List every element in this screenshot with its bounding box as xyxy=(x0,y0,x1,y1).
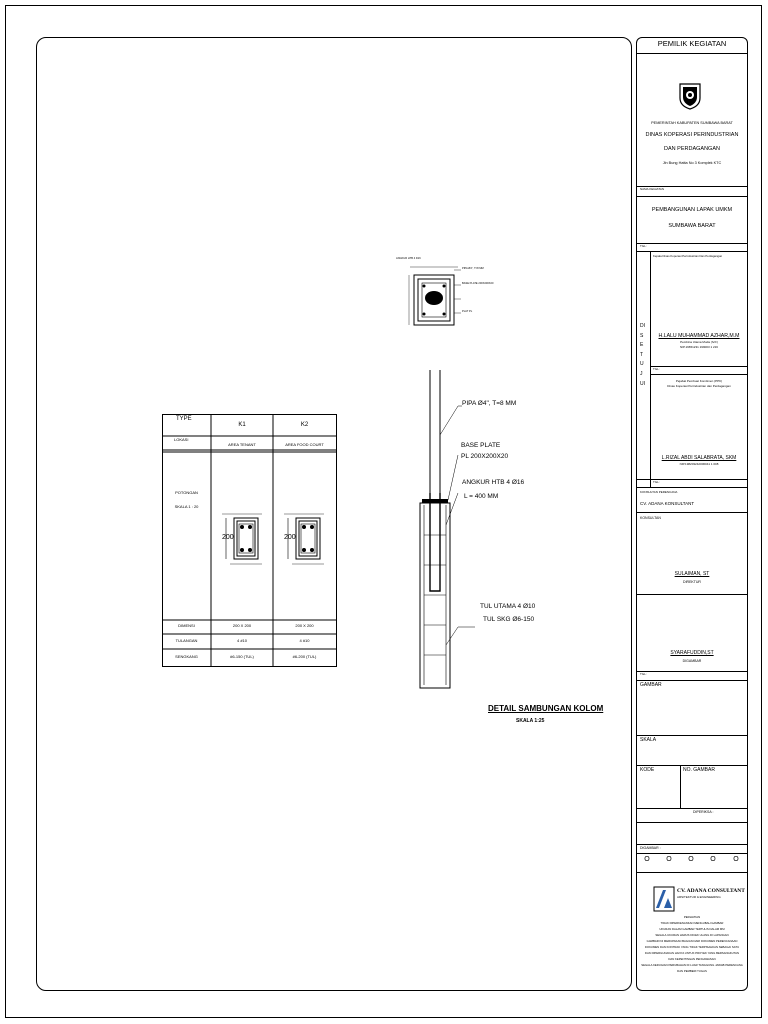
divider xyxy=(636,251,748,252)
revision-circle: O xyxy=(644,856,650,863)
label-length: L = 400 MM xyxy=(464,493,499,500)
gov-line: PEMERINTAH KABUPATEN SUMBAWA BARAT xyxy=(651,121,733,125)
divider xyxy=(650,366,748,367)
type-k1: K1 xyxy=(238,422,246,428)
row-value: #6-200 (TUL) xyxy=(292,654,317,659)
note-line: SEGALA KERUGIAN PERUBAHAN DI LUAR TANGGUNG JAWAB PERENCANA xyxy=(641,963,743,967)
dept-line-1: DINAS KOPERASI PERINDUSTRIAN xyxy=(645,132,739,138)
person1-name: SULAIMAN, ST xyxy=(674,571,710,577)
divider xyxy=(636,196,748,197)
column-table-lines xyxy=(162,414,337,668)
revision-circle: O xyxy=(688,856,694,863)
lokasi-label: LOKASI xyxy=(174,437,189,442)
type-label: TYPE xyxy=(176,416,192,422)
note-line: TIDAK DIPERKENANKAN MENGUBAH GAMBAR xyxy=(660,921,724,925)
detail-scale: SKALA 1:25 xyxy=(516,718,545,724)
divider xyxy=(636,844,748,845)
row-value: 4 #10 xyxy=(299,638,310,643)
divider xyxy=(636,680,748,681)
person2-role: DIGAMBAR xyxy=(682,659,702,663)
regency-emblem-icon xyxy=(677,82,703,110)
ttd-label: TGL: xyxy=(653,480,660,484)
potongan-scale: SKALA 1 : 20 xyxy=(174,504,199,509)
approver2-role-2: Dinas Koperasi Perindustrian dan Perdagangan xyxy=(667,384,731,388)
ttd-label: TGL: xyxy=(640,672,647,676)
label-base-plate: BASE PLATE xyxy=(461,442,501,449)
note-line: DAN KEPENTINGAN PENGAWASAN xyxy=(668,957,716,961)
kode-label: KODE xyxy=(640,767,655,773)
company-name: CV. ADANA CONSULTANT xyxy=(677,888,745,894)
label-pipa: PIPA Ø4", T=8 MM xyxy=(462,400,517,407)
row-label-tulangan: TULANGAN xyxy=(175,638,198,643)
activity-line-1: PEMBANGUNAN LAPAK UMKM xyxy=(651,207,733,213)
divider xyxy=(680,765,681,808)
approver2-role-1: Pejabat Pembuat Komitmen (PPK) xyxy=(675,379,723,383)
note-line: GAMBAR INI MERUPAKAN BAGIAN DARI DOKUMEN PERENCANAAN xyxy=(646,939,738,943)
divider xyxy=(636,765,748,766)
label-plate-size: PL 200X200X20 xyxy=(461,453,509,460)
dept-line-2: DAN PERDAGANGAN xyxy=(664,146,720,152)
divider xyxy=(650,251,651,487)
note-line: UKURAN DALAM GAMBAR TERTULIS DALAM MM xyxy=(659,927,725,931)
divider xyxy=(650,374,748,375)
divider xyxy=(636,853,748,854)
approver2-name: L.RIZAL ABDI SALABRATA, SKM xyxy=(661,455,737,461)
planner-label: KONSULTAN PERENCANA xyxy=(640,490,678,494)
row-value: #6-150 (TUL) xyxy=(230,654,254,659)
plan-label: BASE PLATE 200X200X20 xyxy=(462,282,494,285)
disetujui-vertical: DISETUJUI xyxy=(640,323,645,387)
dept-address: Jln Bung Hatta No 3 Komplek KTC xyxy=(662,161,722,165)
consultant-label: KONSULTAN xyxy=(640,516,661,520)
divider xyxy=(636,487,748,488)
base-plate-plan-drawing xyxy=(395,255,505,335)
plan-label: ANGKUR HTB 4 D16 xyxy=(396,257,421,260)
plan-label: PIPA Ø4", T=8 MM xyxy=(462,267,484,270)
approver1-name: H.LALU MUHAMMAD AZHAR,M.M xyxy=(658,333,740,339)
skala-label: SKALA xyxy=(640,737,657,743)
notes-title: PERHATIAN xyxy=(683,915,701,919)
activity-label: NAMA KEGIATAN xyxy=(640,187,665,191)
divider xyxy=(636,822,748,823)
row-label-dimensi: DIMENSI xyxy=(178,623,195,628)
approver2-nip: NIP.198203242006041 1 008 xyxy=(679,462,719,466)
note-line: DAN DIPERGUNAKAN HANYA UNTUK PROYEK YANG BERSANGKUTAN xyxy=(644,951,740,955)
label-tul-utama: TUL UTAMA 4 Ø10 xyxy=(480,603,536,610)
revision-circle: O xyxy=(710,856,716,863)
row-value: 200 X 200 xyxy=(295,623,314,628)
column-joint-drawing xyxy=(400,365,600,695)
label-angkur: ANGKUR HTB 4 Ø16 xyxy=(462,479,525,486)
person1-role: DIREKTUR xyxy=(683,580,701,584)
company-logo-icon xyxy=(653,886,675,912)
company-sub: ARSITEKTUR & ENGINEERING xyxy=(677,895,721,899)
lokasi-k2: AREA FOOD COURT xyxy=(285,442,324,447)
owner-header: PEMILIK KEGIATAN xyxy=(657,39,727,48)
approver1-nip: NIP.19651231 199003 1 216 xyxy=(680,345,718,349)
gambar-label: GAMBAR xyxy=(640,682,662,688)
divider xyxy=(636,243,748,244)
detail-title: DETAIL SAMBUNGAN KOLOM xyxy=(488,704,604,713)
revision-circle: O xyxy=(666,856,672,863)
potongan-label: POTONGAN xyxy=(175,490,198,495)
label-tul-skg: TUL SKG Ø6-150 xyxy=(483,616,535,623)
ttd-label: TGL: xyxy=(640,244,647,248)
activity-line-2: SUMBAWA BARAT xyxy=(668,223,716,229)
approver1-role: Kepala Dinas Koperasi Perindustrian Dan Perdagangan xyxy=(653,254,723,258)
dim-k2: 200 xyxy=(284,534,296,541)
note-line: SEGALA UKURAN HARUS DICEK ULANG DI LAPANGAN xyxy=(655,933,729,937)
ttd-label: TGL: xyxy=(653,367,660,371)
row-label-sengkang: SENGKANG xyxy=(175,654,198,659)
no-gambar-label: NO. GAMBAR xyxy=(683,767,715,773)
type-k2: K2 xyxy=(300,422,309,428)
plan-label: PLAT PL xyxy=(462,310,473,313)
person2-name: SYARAFUDDIN,ST xyxy=(670,650,714,656)
planner-name: CV. ADANA KONSULTANT xyxy=(640,501,695,506)
row-value: 4 #10 xyxy=(236,638,247,643)
note-line: DOKUMEN DAN KONTRAK YANG TIDAK TERPISAHKAN SEBAGAI SATU xyxy=(644,945,740,949)
revision-circle: O xyxy=(733,856,739,863)
divider xyxy=(636,53,748,54)
divider xyxy=(636,735,748,736)
divider xyxy=(636,808,748,809)
row-value: 200 X 200 xyxy=(232,623,252,628)
digambar-label: DIGAMBAR : xyxy=(640,846,661,850)
divider xyxy=(636,872,748,873)
note-line: DAN PEMBERI TUGAS xyxy=(677,969,707,973)
diperiksa-label: DIPERIKSA : xyxy=(693,810,714,814)
dim-k1: 200 xyxy=(222,534,234,541)
divider xyxy=(636,512,748,513)
lokasi-k1: AREA TENANT xyxy=(228,442,256,447)
divider xyxy=(636,594,748,595)
approver1-rank: Pembina Utama Muda (IV/c) xyxy=(680,340,718,344)
divider xyxy=(636,671,748,672)
